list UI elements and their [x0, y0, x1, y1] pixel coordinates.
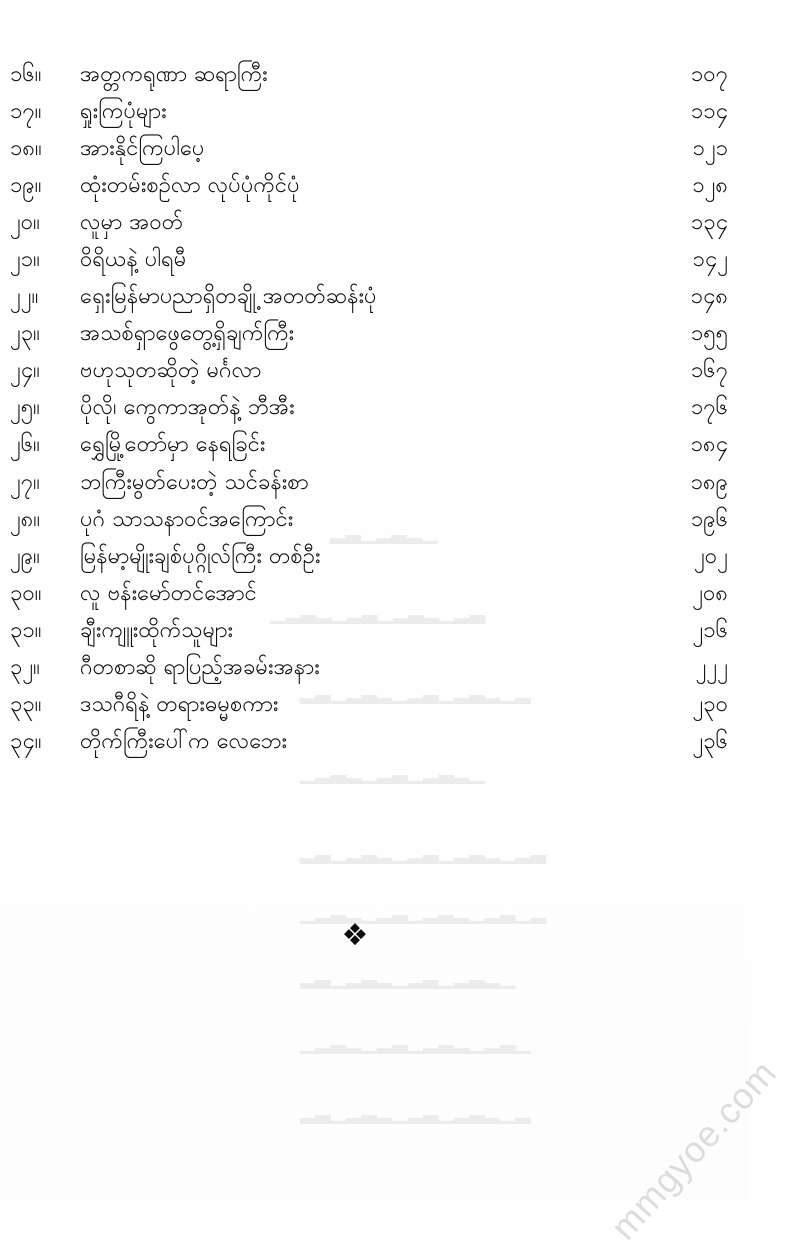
chapter-number: ၃၄။ [10, 729, 42, 755]
chapter-number: ၂၁။ [10, 247, 40, 273]
page-number: ၂၃၀ [692, 692, 728, 718]
chapter-title: ထုံးတမ်းစဉ်လာ လုပ်ပုံကိုင်ပုံ [80, 172, 300, 198]
chapter-title: အတ္တကရုဏာ ဆရာကြီး [80, 61, 268, 87]
page-number: ၂၀၈ [692, 580, 728, 606]
chapter-number: ၂၀။ [10, 209, 40, 235]
toc-entry[interactable] [10, 724, 730, 761]
page-number: ၁၈၄ [690, 432, 728, 458]
chapter-number: ၃၀။ [10, 580, 42, 606]
bleed-through-text: ▁▂▃▂▁▂▃▁▂▃▂▁▂▃▁ [300, 1030, 531, 1054]
chapter-number: ၂၅။ [10, 395, 40, 421]
page-number: ၁၈၉ [690, 469, 728, 495]
bleed-through-text: ▂▃▁▂▃▂▁▂▃▁▂▃▂▁▂ [300, 680, 531, 704]
ornament-divider-icon: ❖ [341, 918, 369, 953]
bleed-through-text: ▂▃▁▂▃▂▁▂▃▁▂▃▂▁▂ [300, 1100, 531, 1124]
toc-entry[interactable] [10, 241, 730, 278]
toc-entry[interactable] [10, 204, 730, 241]
page-number: ၁၉၆ [690, 506, 728, 532]
chapter-title: ချီးကျူးထိုက်သူများ [80, 617, 234, 643]
page-number: ၂၀၂ [694, 543, 728, 569]
chapter-title: ဘကြီးမွတ်ပေးတဲ့ သင်ခန်းစာ [80, 469, 309, 495]
page-number: ၁၄၂ [692, 247, 728, 273]
chapter-title: ဂီတစာဆို ရာပြည့်အခမ်းအနား [80, 655, 320, 681]
page-number: ၁၀၇ [690, 61, 728, 87]
chapter-title: တိုက်ကြီးပေါ်က လေဘေး [80, 729, 288, 755]
chapter-title: ဝိရိယနဲ့ ပါရမီ [80, 247, 187, 273]
page-number: ၁၂၈ [692, 172, 728, 198]
chapter-number: ၂၆။ [10, 432, 40, 458]
chapter-title: ရွှေမြို့တော်မှာ နေရခြင်း [80, 432, 266, 458]
toc-entry[interactable] [10, 501, 730, 538]
bleed-through-text: ▂▃▁▂▃▂▁ [330, 520, 438, 544]
bleed-through-text: ▂▃▁▂▃▂▁▂▃▁▂▃▂▁ [300, 965, 516, 989]
chapter-number: ၂၄။ [10, 358, 40, 384]
toc-entry[interactable] [10, 316, 730, 353]
chapter-number: ၁၆။ [10, 61, 42, 87]
page-number: ၁၆၇ [690, 358, 728, 384]
page-number: ၁၇၆ [690, 395, 728, 421]
toc-entry[interactable] [10, 575, 730, 612]
chapter-title: အသစ်ရှာဖွေတွေ့ရှိချက်ကြီး [80, 321, 295, 347]
chapter-title: ရှုးကြပုံများ [80, 98, 167, 124]
bleed-through-text: ▁▂▃▂▁▂▃▁▂▃▂▁▂▃▁▂ [300, 900, 547, 924]
page-number: ၁၄၈ [690, 284, 728, 310]
chapter-number: ၃၁။ [10, 617, 42, 643]
chapter-number: ၃၃။ [10, 692, 42, 718]
chapter-title: ဒသဂီရိနဲ့ တရားဓမ္မစကား [80, 692, 279, 718]
toc-entry[interactable] [10, 612, 730, 649]
chapter-number: ၂၃။ [10, 321, 40, 347]
bleed-through-text: ▁▂▃▂▁▂▃▁▂▃▂▁▂▃ [270, 600, 486, 624]
page-number: ၁၃၄ [690, 209, 728, 235]
chapter-title: အားနိုင်ကြပါပေ့ [80, 135, 205, 161]
toc-entry[interactable] [10, 650, 730, 687]
chapter-title: လူမှာ အဝတ် [80, 209, 184, 235]
chapter-title: ပိုလို၊ ကွေကာအုတ်နဲ့ ဘီအီး [80, 395, 295, 421]
chapter-number: ၂၉။ [10, 543, 40, 569]
toc-entry[interactable] [10, 56, 730, 93]
toc-entry[interactable] [10, 390, 730, 427]
chapter-number: ၁၈။ [10, 135, 42, 161]
chapter-number: ၁၉။ [10, 172, 42, 198]
bleed-through-text: ▁▂▃▂▁▂▃▁▂▃▂▁ [300, 760, 485, 784]
toc-entry[interactable] [10, 167, 730, 204]
chapter-number: ၁၇။ [10, 98, 42, 124]
chapter-title: ပုဂံ သာသနာဝင်အကြောင်း [80, 506, 294, 532]
toc-entry[interactable] [10, 538, 730, 575]
toc-entry[interactable] [10, 93, 730, 130]
chapter-number: ၂၇။ [10, 469, 40, 495]
chapter-title: ဗဟုသုတဆိုတဲ့ မင်္ဂလာ [80, 358, 262, 384]
chapter-number: ၂၈။ [10, 506, 41, 532]
page-number: ၁၂၁ [692, 135, 728, 161]
toc-entry[interactable] [10, 353, 730, 390]
chapter-number: ၃၂။ [10, 655, 40, 681]
page-number: ၂၃၆ [692, 729, 728, 755]
chapter-number: ၂၂။ [10, 284, 39, 310]
bleed-through-text: ▂▃▁▂▃▂▁▂▃▁▂▃▂▁▂▃ [300, 840, 547, 864]
toc-entry[interactable] [10, 687, 730, 724]
toc-entry[interactable] [10, 464, 730, 501]
chapter-title: ရှေးမြန်မာပညာရှိတချို့ အတတ်ဆန်းပုံ [80, 284, 377, 310]
toc-entry[interactable] [10, 279, 730, 316]
chapter-title: လူ ဗန်းမော်တင်အောင် [80, 580, 257, 606]
page-number: ၂၁၆ [692, 617, 728, 643]
page-number: ၂၂၂ [695, 655, 728, 681]
chapter-title: မြန်မာ့မျိုးချစ်ပုဂ္ဂိုလ်ကြီး တစ်ဦး [80, 543, 321, 569]
table-of-contents [10, 56, 730, 761]
page-number: ၁၁၄ [690, 98, 728, 124]
watermark: mmgyoe.com [602, 1051, 785, 1248]
toc-entry[interactable] [10, 130, 730, 167]
page-number: ၁၅၅ [690, 321, 728, 347]
toc-entry[interactable] [10, 427, 730, 464]
